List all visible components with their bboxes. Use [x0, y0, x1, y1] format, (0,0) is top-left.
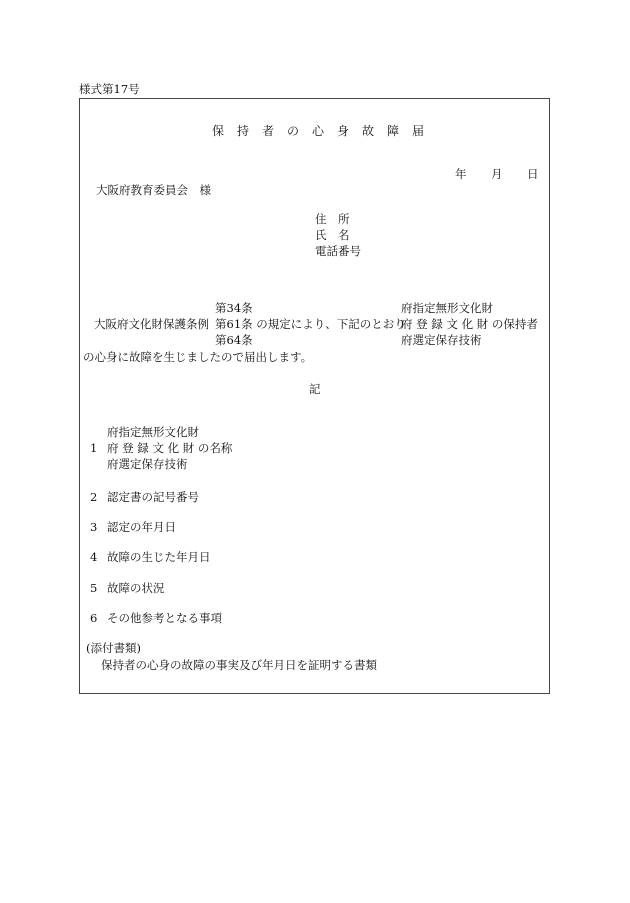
- article-64: 第64条: [215, 333, 253, 347]
- item-1-label: 府 登 録 文 化 財 の名称: [107, 441, 233, 455]
- applicant-phone-label: 電話番号: [315, 244, 361, 258]
- item-5-label: 故障の状況: [107, 581, 165, 595]
- article-34: 第34条: [215, 301, 253, 315]
- item-6-label: その他参考となる事項: [107, 611, 222, 625]
- statement-continuation: の心身に故障を生じましたので届出します。: [83, 350, 313, 364]
- item-2-label: 認定書の記号番号: [107, 490, 199, 504]
- designation-registered: 府 登 録 文 化 財 の保持者: [401, 317, 538, 331]
- designation-technique: 府選定保存技術: [401, 333, 482, 347]
- item-1-option-intangible: 府指定無形文化財: [107, 425, 199, 439]
- applicant-name-label: 氏 名: [315, 228, 350, 242]
- attachments-body: 保持者の心身の故障の事実及び年月日を証明する書類: [101, 658, 377, 672]
- item-6-number: 6: [90, 611, 98, 625]
- designation-intangible: 府指定無形文化財: [401, 301, 493, 315]
- item-5-number: 5: [90, 581, 98, 595]
- form-number: 様式第17号: [79, 82, 140, 96]
- item-1-number: 1: [90, 441, 98, 455]
- item-3-number: 3: [90, 520, 98, 534]
- attachments-heading: (添付書類): [86, 641, 141, 655]
- ordinance-name: 大阪府文化財保護条例: [94, 317, 209, 331]
- form-title: 保持者の心身故障届: [212, 124, 438, 138]
- article-61-clause: 第61条 の規定により、下記のとおり: [215, 317, 406, 331]
- addressee: 大阪府教育委員会 様: [96, 183, 211, 197]
- applicant-address-label: 住 所: [315, 212, 350, 226]
- item-3-label: 認定の年月日: [107, 520, 176, 534]
- ki-heading: 記: [309, 382, 321, 396]
- item-4-label: 故障の生じた年月日: [107, 550, 211, 564]
- date-year-label: 年: [455, 167, 467, 181]
- date-month-label: 月: [491, 167, 503, 181]
- item-2-number: 2: [90, 490, 98, 504]
- item-1-option-technique: 府選定保存技術: [107, 457, 188, 471]
- item-4-number: 4: [90, 550, 98, 564]
- date-day-label: 日: [527, 167, 539, 181]
